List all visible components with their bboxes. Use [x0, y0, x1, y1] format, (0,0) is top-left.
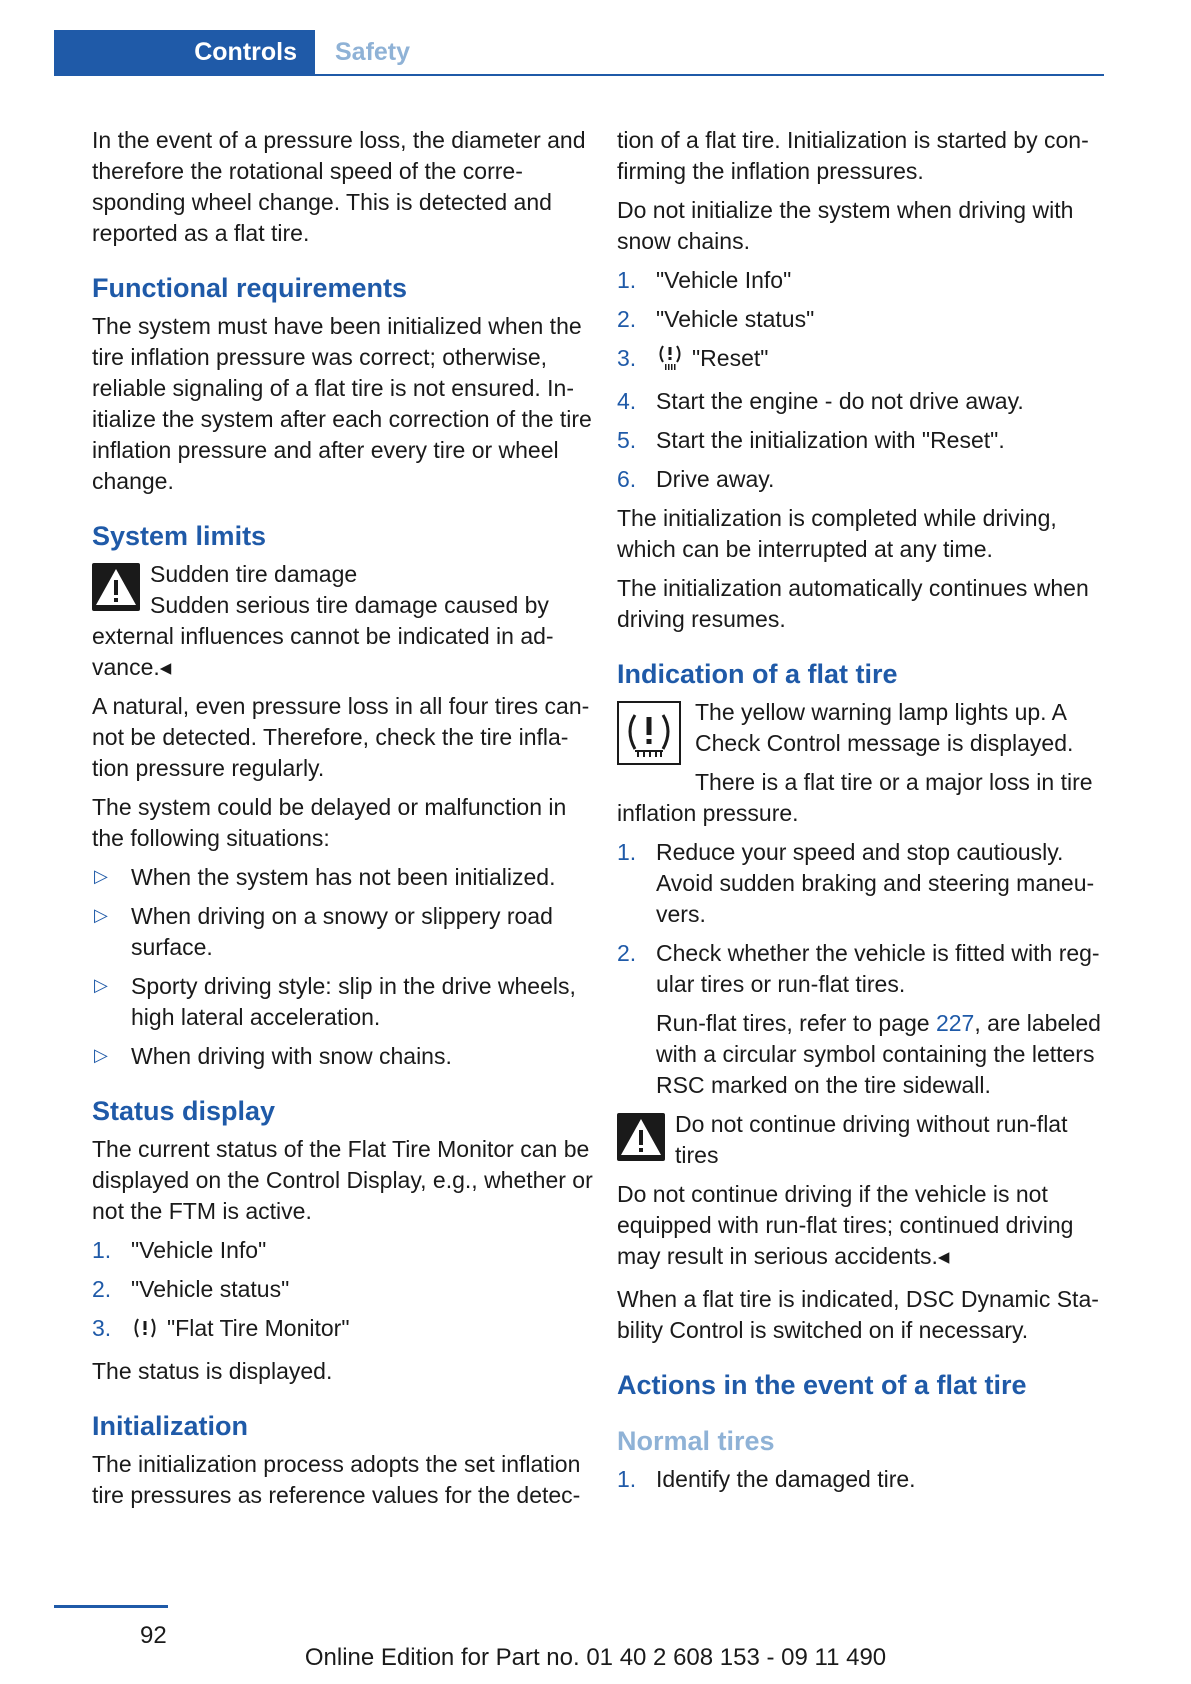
list-item: ▷ When the system has not been initialized. [92, 862, 602, 893]
list-item: 1. "Vehicle Info" [92, 1237, 267, 1263]
warning-run-flat [617, 1109, 1107, 1272]
actions-heading: Actions in the event of a flat tire [617, 1370, 1027, 1400]
list-item: 6. Drive away. [617, 466, 775, 492]
list-item: 5. Start the initialization with "Reset". [617, 427, 1005, 453]
status-display-heading: Status display [92, 1096, 276, 1126]
intro-paragraph: In the event of a pressure loss, the diameter and therefore the rotational speed of the corre-sponding wheel change. This is detected and reported as a flat tire. [92, 127, 586, 246]
functional-requirements-text: The system must have been initialized when the tire inflation pressure was correct; otherwise, reliable signaling of a flat tire is not ensured. In-itialize the system after each correction of the tire inflation pressure and after every tire or wheel change. [92, 313, 592, 494]
indication-continued-text: There is a flat tire or a major loss in tire inflation pressure. [617, 769, 1093, 826]
list-item: ▷ Sporty driving style: slip in the drive wheels, high lateral acceleration. [92, 971, 602, 1033]
list-item: 1. "Vehicle Info" [617, 267, 792, 293]
warning-title: Do not continue driving without run-flat tires [675, 1111, 1068, 1168]
system-limits-heading: System limits [92, 521, 267, 551]
bullet-triangle-icon: ▷ [94, 905, 108, 925]
status-result-text: The status is displayed. [92, 1358, 333, 1384]
header-subsection: Safety [335, 38, 411, 66]
bullet-triangle-icon: ▷ [94, 975, 108, 995]
status-display-text: The current status of the Flat Tire Monitor can be displayed on the Control Display, e.g., whether or not the FTM is active. [92, 1136, 593, 1224]
warning-title: Sudden tire damage [150, 561, 358, 587]
list-item: 2. "Vehicle status" [92, 1276, 290, 1302]
warning-triangle-icon [92, 563, 140, 611]
header-rule [54, 74, 1104, 76]
warning-text: Do not continue driving if the vehicle is not equipped with run-flat tires; continued driving may result in serious accidents.◂ [617, 1181, 1074, 1269]
bullet-triangle-icon: ▷ [94, 1045, 108, 1065]
natural-loss-text: A natural, even pressure loss in all four tires can-not be detected. Therefore, check the tire infla-tion pressure regularly. [92, 693, 590, 781]
initialization-continued-text: tion of a flat tire. Initialization is started by con-firming the inflation pressures. [617, 127, 1089, 184]
initialization-heading: Initialization [92, 1411, 249, 1441]
status-steps [92, 1235, 602, 1348]
list-item: 4. Start the engine - do not drive away. [617, 388, 1024, 414]
edition-text: Online Edition for Part no. 01 40 2 608 153 - 09 11 490 [304, 1644, 887, 1671]
page-number: 92 [140, 1622, 167, 1649]
tire-reset-init-icon [656, 344, 684, 378]
warning-triangle-icon [617, 1113, 665, 1161]
dsc-text: When a flat tire is indicated, DSC Dynamic Sta-bility Control is switched on if necessary. [617, 1286, 1099, 1343]
normal-tires-steps [617, 1464, 1107, 1495]
header-section: Controls [194, 38, 297, 66]
flat-tire-steps [617, 837, 1107, 1101]
completed-text: The initialization is completed while driving, which can be interrupted at any time. [617, 505, 1057, 562]
list-item: 1. Identify the damaged tire. [617, 1466, 916, 1492]
list-item: 3. "Flat Tire Monitor" [92, 1313, 602, 1348]
indication-heading: Indication of a flat tire [617, 659, 898, 689]
delayed-text: The system could be delayed or malfunction in the following situations: [92, 794, 567, 851]
initialization-steps [617, 265, 1107, 495]
list-item: 2. "Vehicle status" [617, 306, 815, 332]
warning-text: Sudden serious tire damage caused by external influences cannot be indicated in ad-vance.◂ [92, 592, 554, 680]
list-item: 3. "Reset" [617, 343, 1107, 378]
flat-tire-monitor-icon [131, 1316, 159, 1348]
bullet-triangle-icon: ▷ [94, 866, 108, 886]
tire-pressure-warning-lamp-icon [617, 701, 681, 765]
run-flat-note: Run-flat tires, refer to page 227, are labeled with a circular symbol containing the letters RSC marked on the tire sidewall. [656, 1010, 1101, 1098]
indication-text: The yellow warning lamp lights up. A Check Control message is displayed. [695, 699, 1074, 756]
list-item: 1. Reduce your speed and stop cautiously. Avoid sudden braking and steering maneu-vers. [617, 839, 1095, 927]
list-item: ▷ When driving on a snowy or slippery road surface. [92, 901, 602, 963]
functional-requirements-heading: Functional requirements [92, 273, 408, 303]
footer-rule [54, 1605, 168, 1608]
initialization-text: The initialization process adopts the set inflation tire pressures as reference values for the detec- [92, 1451, 581, 1508]
indication-block [617, 697, 1107, 829]
warning-sudden-damage [92, 559, 602, 683]
list-item: ▷ When driving with snow chains. [92, 1041, 602, 1072]
situations-list [92, 862, 602, 1072]
left-column [92, 125, 602, 1519]
page-reference-link[interactable]: 227 [935, 1010, 975, 1036]
right-column [617, 125, 1107, 1503]
continues-text: The initialization automatically continues when driving resumes. [617, 575, 1089, 632]
normal-tires-heading: Normal tires [617, 1426, 775, 1456]
list-item: 2. Check whether the vehicle is fitted with reg-ular tires or run-flat tires. Run-flat tires, refer to page 227, are labeled with a circular symbol containing the letters RSC marked on the tire sidewall. [617, 938, 1107, 1101]
snow-chains-text: Do not initialize the system when driving with snow chains. [617, 197, 1074, 254]
